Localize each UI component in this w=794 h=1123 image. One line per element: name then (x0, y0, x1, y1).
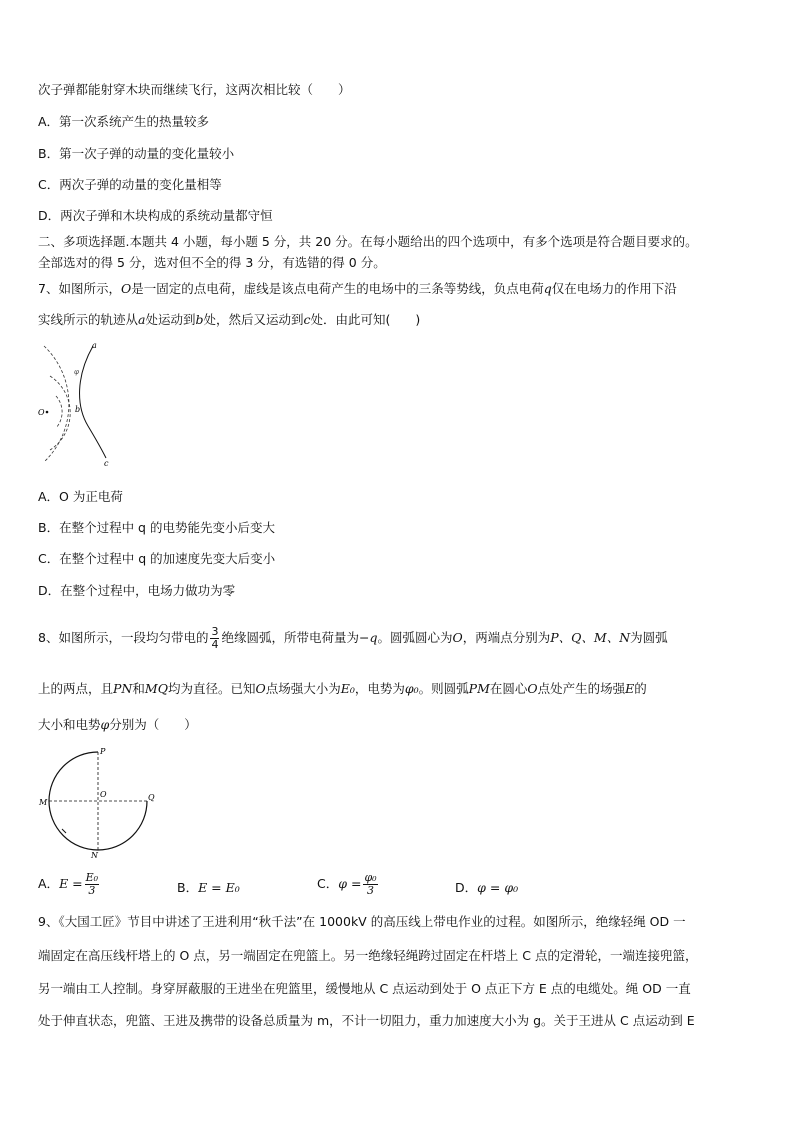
q7-stem-line1 (38, 280, 677, 298)
q8-text: 点处产生的场强 (537, 681, 626, 696)
q8-option-d-label: D． (455, 880, 478, 895)
section2-instructions-line2: 全部选对的得 5 分，选对但不全的得 3 分，有选错的得 0 分。 (38, 255, 386, 270)
q7-var-q: q (543, 281, 552, 296)
q8-text: 均为直径。已知 (167, 681, 256, 696)
q8-option-a-den: 3 (88, 884, 96, 897)
q8-option-d-expr: φ = φ₀ (477, 880, 519, 895)
q8-option-a-lhs: E = (59, 876, 83, 891)
q8-option-a-num: E₀ (85, 871, 99, 884)
q7-option-b: B．在整个过程中 q 的电势能先变小后变大 (38, 520, 275, 535)
q8-option-c-label: C． (317, 876, 339, 891)
q8-stem-line3 (38, 716, 197, 734)
q7-text: 处，然后又运动到 (203, 312, 304, 327)
q8-var-E0: E₀ (340, 681, 355, 696)
q7-option-d: D．在整个过程中，电场力做功为零 (38, 583, 236, 598)
q8-text: 的 (634, 681, 647, 696)
q7-text: 处．由此可知( ) (310, 312, 421, 327)
q8-text: 绝缘圆弧，所带电荷量为 (221, 630, 359, 645)
q8-frac-den: 4 (211, 638, 219, 651)
section2-instructions-line1: 二、多项选择题.本题共 4 小题，每小题 5 分，共 20 分。在每小题给出的四个选项中，有多个选项是符合题目要求的。 (38, 234, 698, 249)
q6-option-d: D．两次子弹和木块构成的系统动量都守恒 (38, 208, 273, 223)
q8-text: 为圆弧 (630, 630, 668, 645)
q8-var-MQ: MQ (144, 681, 168, 696)
q8-option-a (38, 872, 101, 897)
q7-text: 处运动到 (145, 312, 196, 327)
q8-arc-figure (36, 745, 161, 860)
q8-points: P、Q、M、N (550, 630, 631, 645)
q8-text: 点场强大小为 (265, 681, 341, 696)
q7-text: 是一固定的点电荷，虚线是该点电荷产生的电场中的三条等势线，负点电荷 (131, 281, 544, 296)
q7-var-a: a (138, 312, 146, 327)
q8-frac-num: 3 (211, 625, 219, 638)
q6-option-a: A．第一次系统产生的热量较多 (38, 114, 210, 129)
q7-label-phi: φ (74, 368, 79, 376)
q8-stem-line1 (38, 626, 668, 651)
q8-text: 。圆弧圆心为 (377, 630, 453, 645)
q9-stem-line2: 端固定在高压线杆塔上的 O 点，另一端固定在兜篮上。另一绝缘轻绳跨过固定在杆塔上 C 点的定滑轮，一端连接兜篮， (38, 948, 698, 963)
q7-label-c: c (104, 459, 109, 468)
q7-text: 7、如图所示， (38, 281, 121, 296)
q7-trajectory (80, 346, 106, 458)
q8-var-E: E (625, 681, 635, 696)
q8-var-phi: φ (100, 717, 110, 732)
q7-text: 实线所示的轨迹从 (38, 312, 139, 327)
q9-stem-line1: 9、《大国工匠》节目中讲述了王进利用“秋千法”在 1000kV 的高压线上带电作业的过程。如图所示，绝缘轻绳 OD 一 (38, 914, 686, 929)
q8-label-P: P (100, 747, 106, 756)
q6-option-c: C．两次子弹的动量的变化量相等 (38, 177, 222, 192)
q7-equipotential-figure (36, 336, 136, 470)
q8-text: 上的两点，且 (38, 681, 114, 696)
q8-label-M: M (39, 798, 48, 807)
q7-equipotential-outer (44, 346, 69, 462)
q8-text: 分别为（ ） (109, 717, 197, 732)
q7-label-a: a (92, 341, 97, 350)
q8-option-a-fraction (85, 872, 99, 897)
q8-text: 。则圆弧 (418, 681, 469, 696)
q8-text: 大小和电势 (38, 717, 101, 732)
q8-option-c-fraction (363, 872, 377, 897)
q8-var-O: O (255, 681, 266, 696)
q7-var-O: O (120, 281, 132, 296)
q8-var-phi0: φ₀ (404, 681, 419, 696)
q8-option-c-num: φ₀ (364, 871, 377, 884)
q8-label-Q: Q (148, 793, 155, 802)
q8-label-O: O (100, 790, 107, 799)
q7-label-b: b (75, 405, 81, 414)
q7-label-O: O (38, 408, 45, 417)
q7-text: 仅在电场力的作用下沿 (551, 281, 677, 296)
q8-fraction-three-quarters (210, 626, 219, 651)
q8-charge: −q (358, 630, 378, 645)
q8-option-c-den: 3 (367, 884, 374, 897)
q8-text: ，电势为 (354, 681, 405, 696)
q8-option-c-lhs: φ = (338, 876, 362, 891)
q8-option-a-label: A． (38, 876, 60, 891)
q8-var-PM: PM (468, 681, 490, 696)
q8-var-PN: PN (113, 681, 133, 696)
q6-tail-text: 次子弹都能射穿木块而继续飞行，这两次相比较（ ） (38, 82, 351, 97)
q7-option-c: C．在整个过程中 q 的加速度先变大后变小 (38, 551, 276, 566)
q8-option-d (455, 878, 518, 896)
q6-option-b: B．第一次子弹的动量的变化量较小 (38, 146, 235, 161)
q7-stem-line2 (38, 311, 420, 329)
q8-option-c (317, 872, 380, 897)
q8-text: 在圆心 (489, 681, 528, 696)
q9-stem-line3: 另一端由工人控制。身穿屏蔽服的王进坐在兜篮里，缓慢地从 C 点运动到处于 O 点正下方 E 点的电缆处。绳 OD 一直 (38, 981, 691, 996)
q8-var-O: O (527, 681, 538, 696)
q8-option-b (177, 878, 240, 896)
q9-stem-line4: 处于伸直状态，兜篮、王进及携带的设备总质量为 m，不计一切阻力，重力加速度大小为 g。关于王进从 C 点运动到 E (38, 1013, 695, 1028)
q8-text: 和 (132, 681, 145, 696)
q7-option-a: A．O 为正电荷 (38, 489, 123, 504)
q7-point-O (46, 411, 49, 414)
q7-equipotential-inner (56, 396, 62, 428)
q8-var-O: O (452, 630, 463, 645)
q8-text: 8、如图所示，一段均匀带电的 (38, 630, 209, 645)
q7-var-b: b (195, 312, 204, 327)
q8-arc-mark (62, 829, 66, 833)
q8-stem-line2 (38, 680, 647, 698)
q8-option-b-label: B． (177, 880, 199, 895)
q8-option-b-expr: E = E₀ (198, 880, 240, 895)
q7-var-c: c (303, 312, 311, 327)
q8-label-N: N (91, 851, 98, 860)
q8-text: ，两端点分别为 (462, 630, 551, 645)
q8-charged-arc (49, 752, 147, 850)
